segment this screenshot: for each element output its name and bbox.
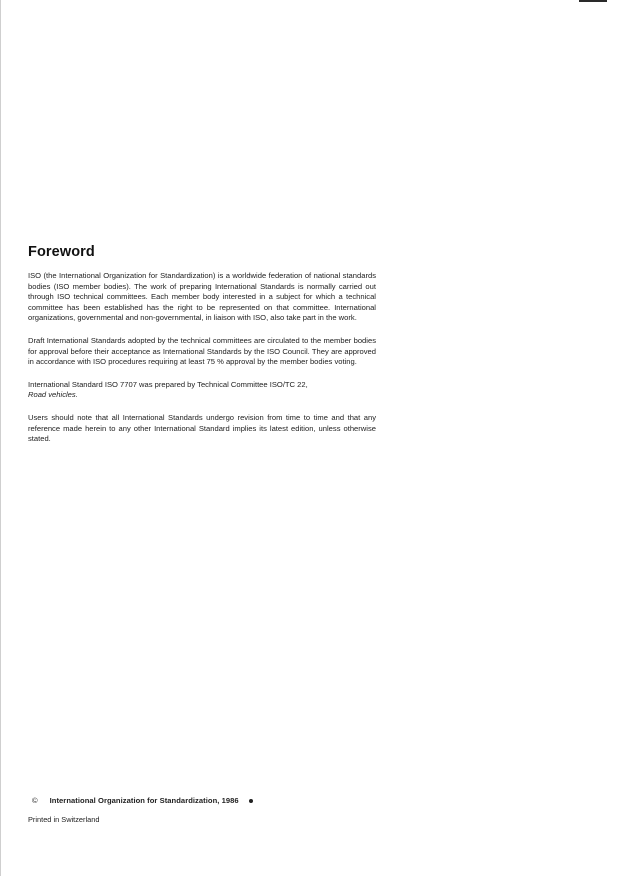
copyright-icon: © [32,796,38,805]
prepared-by-text: International Standard ISO 7707 was prepared by Technical Committee ISO/TC 22, [28,379,308,389]
foreword-section [28,244,376,457]
paragraph-draft-standards: Draft International Standards adopted by the technical committees are circulated to the member bodies for approval before their acceptance as International Standards by the ISO Council. They are approved in accordance with ISO procedures requiring at least 75 % approval by the member bodies voting. [28,335,376,367]
committee-title: Road vehicles. [28,390,78,400]
bullet-dot-icon [249,799,253,803]
copyright-text: International Organization for Standardization, 1986 [49,796,239,805]
paragraph-prepared-by [28,380,376,401]
paragraph-iso-intro: ISO (the International Organization for Standardization) is a worldwide federation of national standards bodies (ISO member bodies). The work of preparing International Standards is normally carried out through ISO technical committees. Each member body interested in a subject for which a technical committee has been established has the right to be represented on that committee. International organizations, governmental and non-governmental, in liaison with ISO, also take part in the work. [28,271,376,323]
page-title: Foreword [28,244,95,260]
paragraph-revision-note: Users should note that all International Standards undergo revision from time to time and that any reference made herein to any other International Standard implies its latest edition, unless otherwise stated. [28,412,376,444]
copyright-line [32,796,253,805]
top-rule [579,0,607,2]
page-edge [0,0,1,876]
printed-in: Printed in Switzerland [28,815,100,824]
